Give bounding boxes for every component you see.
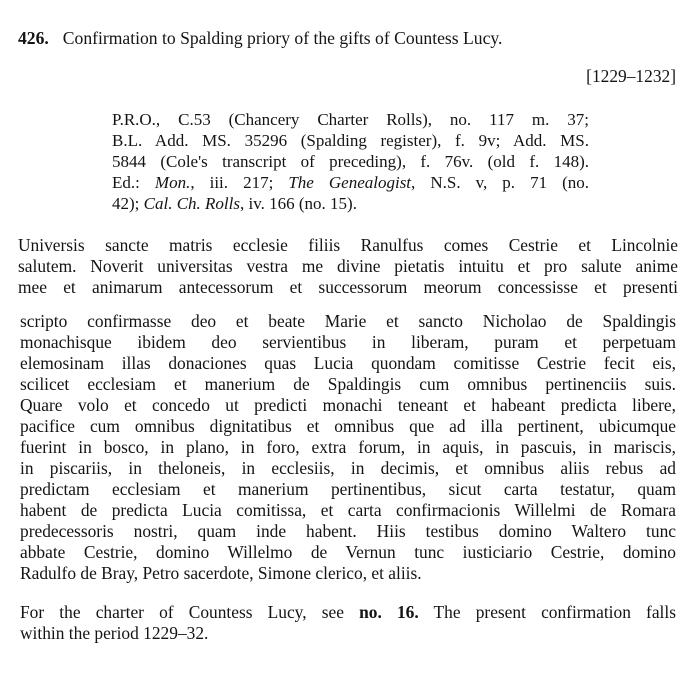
text-line: fuerint in bosco, in plano, in foro, extra forum, in aquis, in pascuis, in mariscis, (20, 437, 676, 457)
text-line: habent de predicta Lucia comitissa, et carta confirmacionis Willelmi de Romara (20, 500, 676, 520)
entry-title: Confirmation to Spalding priory of the gifts of Countess Lucy. (62, 28, 503, 48)
text-line: abbate Cestrie, domino Willelmo de Vernun tunc iusticiario Cestrie, domino (20, 542, 676, 562)
source-text: , N.S. v, p. 71 (no. (411, 173, 590, 192)
text-line: Radulfo de Bray, Petro sacerdote, Simone clerico, et aliis. (20, 563, 422, 583)
entry-number: 426. (18, 28, 49, 48)
text-line: salutem. Noverit universitas vestra me divine pietatis intuitu et pro salute anime (18, 256, 678, 276)
source-text: 42); (112, 194, 140, 213)
text-line: Quare volo et concedo ut predicti monachi teneant et habeant predicta libere, (20, 395, 676, 415)
text-line: scilicet ecclesiam et manerium de Spaldingis cum omnibus pertinenciis suis. (20, 374, 676, 394)
source-line: P.R.O., C.53 (Chancery Charter Rolls), no. 117 m. 37; (112, 110, 589, 129)
source-line: B.L. Add. MS. 35296 (Spalding register), f. 9v; Add. MS. (112, 131, 589, 150)
text-line: pacifice cum omnibus dignitatibus et omnibus que ad illa pertinent, ubicumque (20, 416, 676, 436)
source-text: , iv. 166 (no. 15). (240, 194, 357, 213)
text-line: scripto confirmasse deo et beate Marie et sancto Nicholao de Spaldingis (20, 311, 676, 331)
source-text: , iii. 217; (190, 173, 274, 192)
entry-heading (18, 28, 618, 49)
edition-title: Cal. Ch. Rolls (143, 194, 240, 213)
note-text: The present confirmation falls (433, 602, 676, 622)
text-line: predecessoris nostri, quam inde habent. Hiis testibus domino Waltero tunc (20, 521, 676, 541)
edition-title: The Genealogist (288, 173, 412, 192)
note-text: For the charter of Countess Lucy, see (20, 602, 344, 622)
text-line: in piscariis, in theloneis, in ecclesiis, in decimis, et omnibus aliis rebus ad (20, 458, 676, 478)
text-line: predictam ecclesiam et manerium pertinentibus, sicut carta testatur, quam (20, 479, 676, 499)
text-line: mee et animarum antecessorum et successorum meorum concessisse et presenti (18, 277, 678, 297)
text-line: monachisque ibidem deo servientibus in liberam, puram et perpetuam (20, 332, 676, 352)
source-line (112, 193, 589, 214)
source-line (112, 172, 589, 193)
cross-reference: no. 16. (359, 602, 419, 622)
edition-title: Mon. (154, 173, 191, 192)
entry-date: [1229–1232] (586, 66, 676, 86)
text-line: elemosinam illas donaciones quas Lucia quondam comitisse Cestrie fecit eis, (20, 353, 676, 373)
editions-label: Ed.: (112, 173, 140, 192)
text-line: Universis sancte matris ecclesie filiis Ranulfus comes Cestrie et Lincolnie (18, 235, 678, 255)
source-line: 5844 (Cole's transcript of preceding), f. 76v. (old f. 148). (112, 152, 589, 171)
text-line: within the period 1229–32. (20, 623, 209, 643)
text-line (20, 602, 676, 623)
